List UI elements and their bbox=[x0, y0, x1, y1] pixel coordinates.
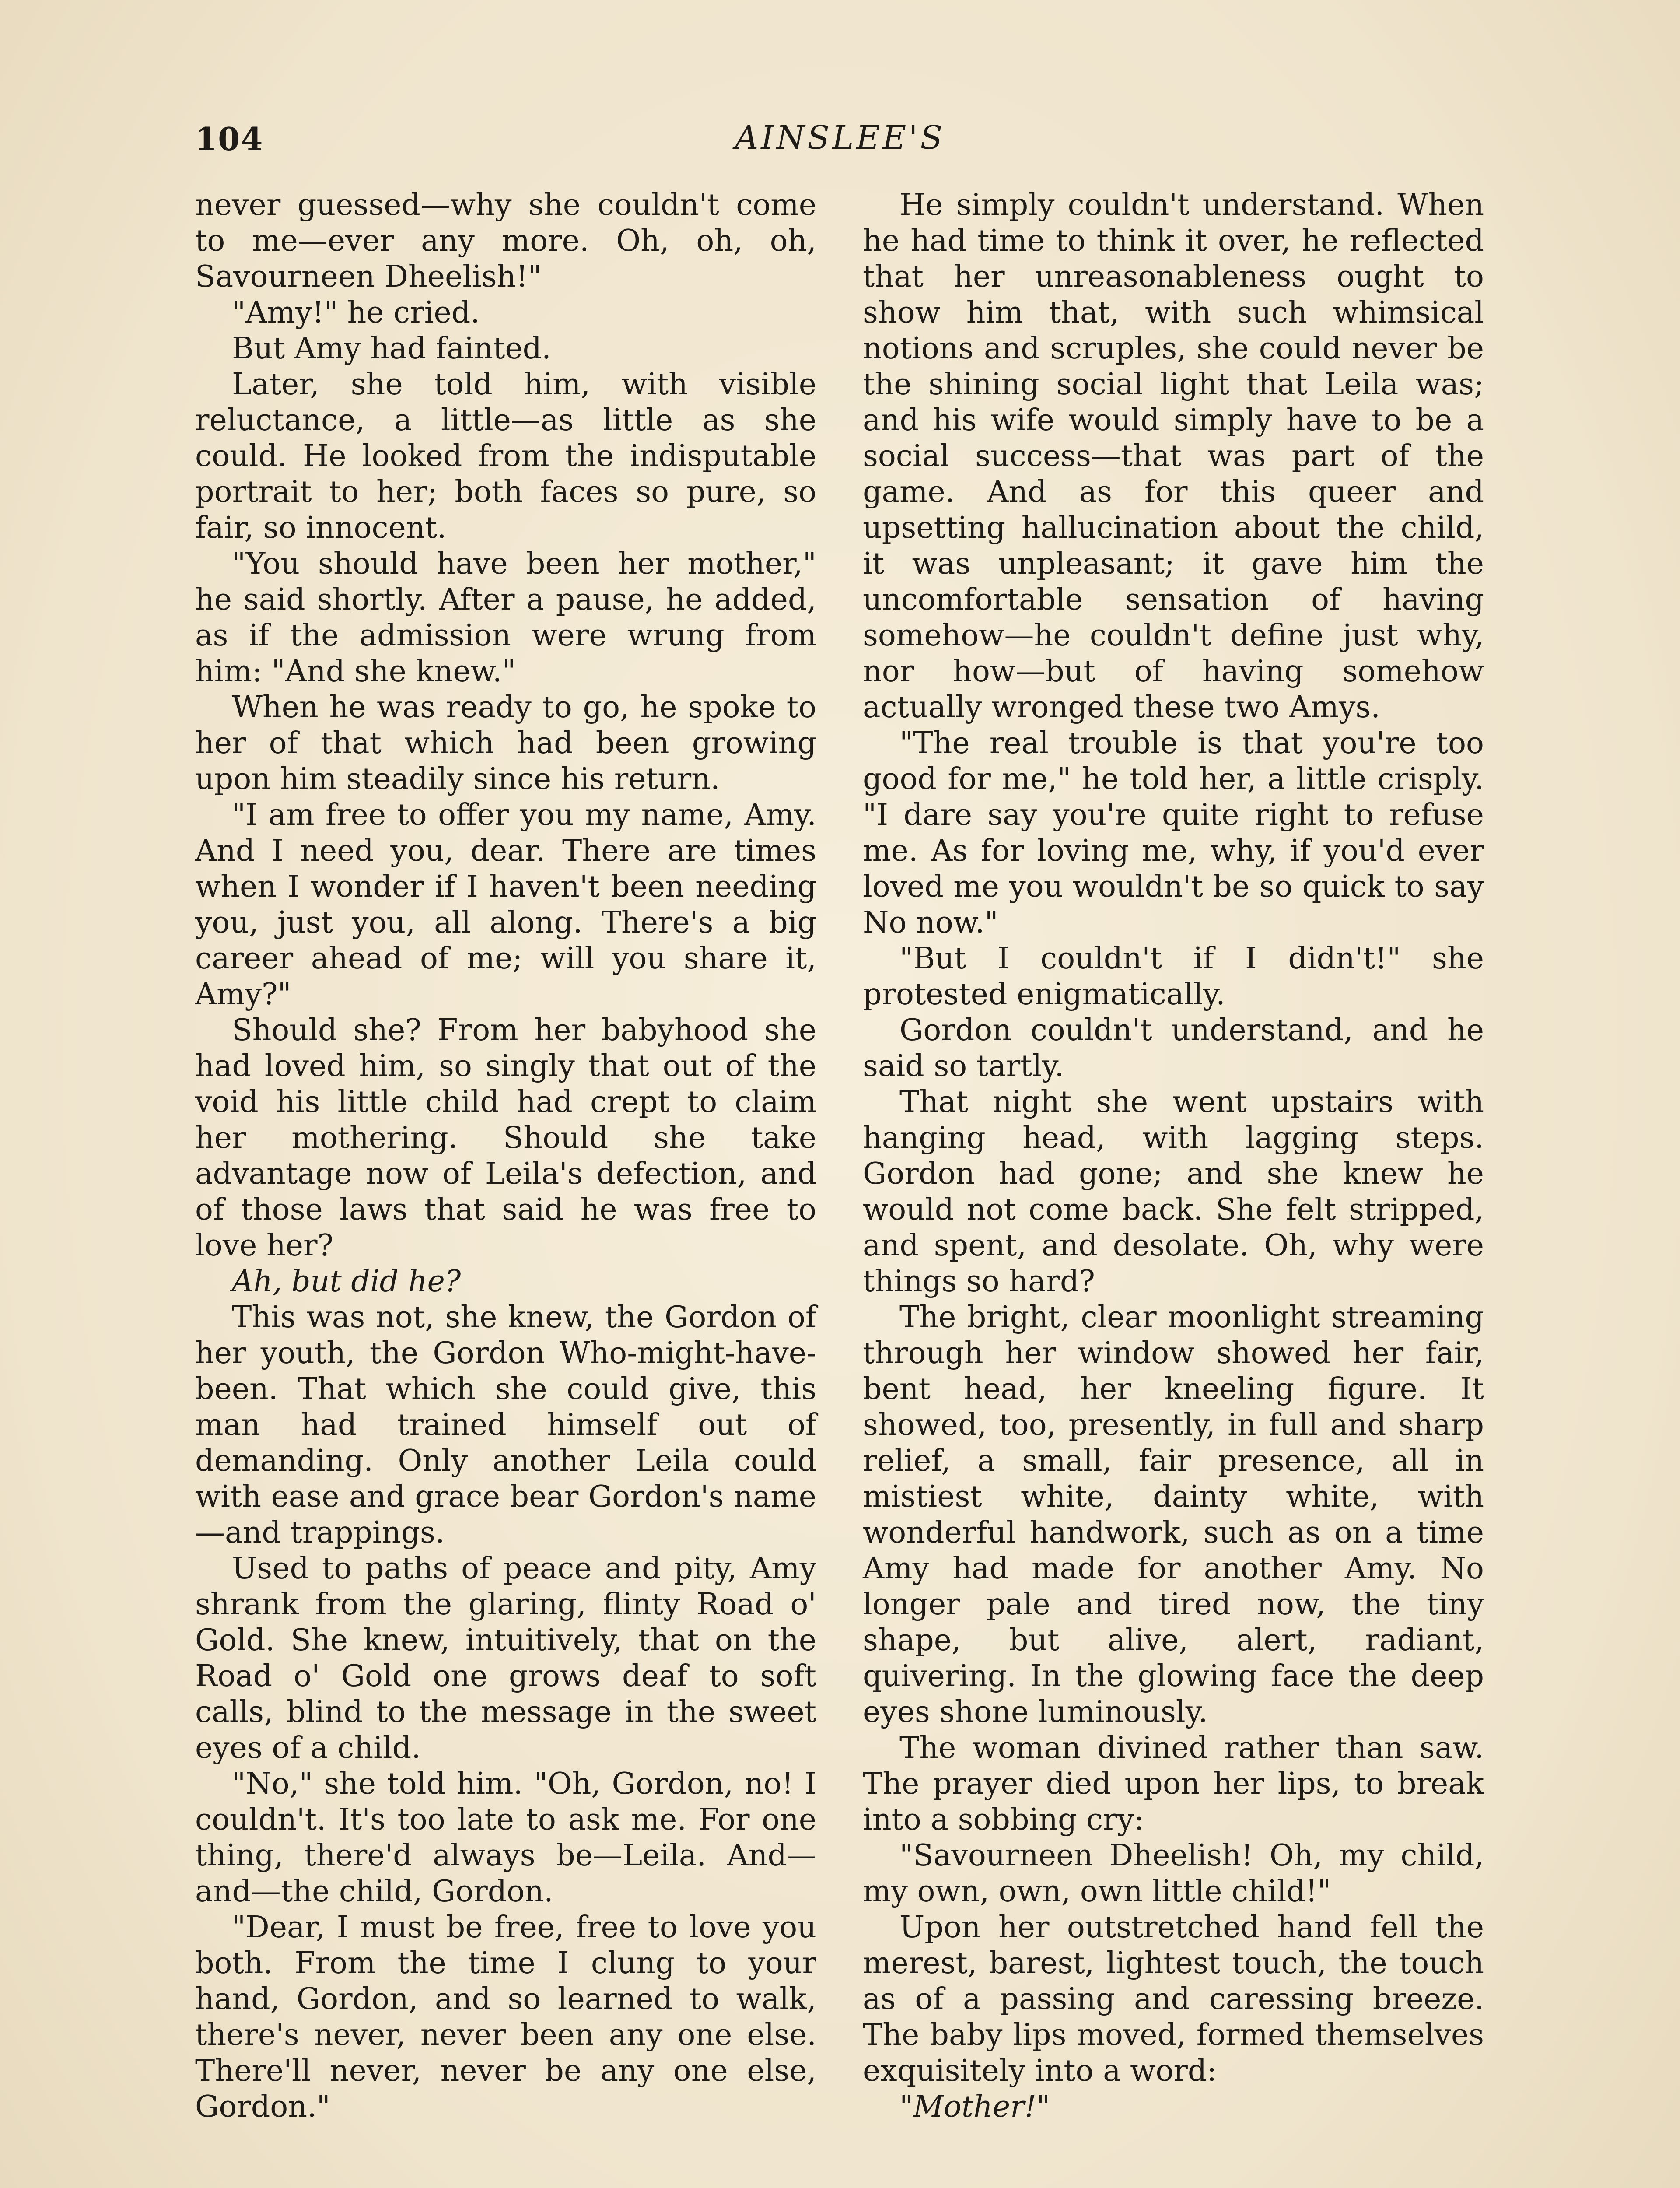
paragraph: Ah, but did he? bbox=[232, 1264, 461, 1299]
paragraph: "Mother!" bbox=[900, 2090, 1050, 2124]
paragraph: This was not, she knew, the Gordon of her youth, the Gordon Who-might-have-been. That which she could give, this man had trained himself out of demanding. Only another Leila could with ease and grace bear Gordon's name —and trappings. bbox=[195, 1300, 816, 1550]
paragraph: Upon her outstretched hand fell the merest, barest, lightest touch, the touch as of a passing and caressing breeze. The baby lips moved, formed themselves exquisitely into a word: bbox=[863, 1910, 1484, 2088]
paragraph: When he was ready to go, he spoke to her of that which had been growing upon him steadily since his return. bbox=[195, 690, 816, 796]
page-number: 104 bbox=[195, 120, 264, 158]
running-head: AINSLEE'S bbox=[735, 119, 945, 157]
paragraph: "But I couldn't if I didn't!" she protested enigmatically. bbox=[863, 941, 1484, 1012]
paragraph: "You should have been her mother," he said shortly. After a pause, he added, as if the admission were wrung from him: "And she knew." bbox=[195, 547, 816, 689]
right-column bbox=[863, 187, 1484, 2125]
paragraph: never guessed—why she couldn't come to me—ever any more. Oh, oh, oh, Savourneen Dheelish!" bbox=[195, 188, 816, 294]
paragraph: Gordon couldn't understand, and he said so tartly. bbox=[863, 1013, 1484, 1083]
left-column bbox=[195, 187, 816, 2125]
paragraph: The bright, clear moonlight streaming through her window showed her fair, bent head, her kneeling figure. It showed, too, presently, in full and sharp relief, a small, fair presence, all in mistiest white, dainty white, with wonderful handwork, such as on a time Amy had made for another Amy. No longer pale and tired now, the tiny shape, but alive, alert, radiant, quivering. In the glowing face the deep eyes shone luminously. bbox=[863, 1300, 1484, 1729]
paragraph: Later, she told him, with visible reluctance, a little—as little as she could. He looked from the indisputable portrait to her; both faces so pure, so fair, so innocent. bbox=[195, 367, 816, 545]
paragraph: That night she went upstairs with hanging head, with lagging steps. Gordon had gone; and she knew he would not come back. She felt stripped, and spent, and desolate. Oh, why were things so hard? bbox=[863, 1085, 1484, 1299]
paragraph: "Amy!" he cried. bbox=[232, 295, 480, 330]
paragraph: "I am free to offer you my name, Amy. And I need you, dear. There are times when I wonder if I haven't been needing you, just you, all along. There's a big career ahead of me; will you share it, Amy?" bbox=[195, 798, 816, 1012]
paragraph: "Dear, I must be free, free to love you both. From the time I clung to your hand, Gordon, and so learned to walk, there's never, never been any one else. There'll never, never be any one else, Gordon." bbox=[195, 1910, 816, 2124]
paragraph: Used to paths of peace and pity, Amy shrank from the glaring, flinty Road o' Gold. She knew, intuitively, that on the Road o' Gold one grows deaf to soft calls, blind to the message in the sweet eyes of a child. bbox=[195, 1551, 816, 1765]
paragraph: "Savourneen Dheelish! Oh, my child, my own, own, own little child!" bbox=[863, 1838, 1484, 1909]
paragraph: "The real trouble is that you're too good for me," he told her, a little crisply. "I dare say you're quite right to refuse me. As for loving me, why, if you'd ever loved me you wouldn't be so quick to say No now." bbox=[863, 726, 1484, 940]
paragraph: Should she? From her babyhood she had loved him, so singly that out of the void his little child had crept to claim her mothering. Should she take advantage now of Leila's defection, and of those laws that said he was free to love her? bbox=[195, 1013, 816, 1263]
paragraph: But Amy had fainted. bbox=[232, 331, 551, 366]
paragraph: "No," she told him. "Oh, Gordon, no! I couldn't. It's too late to ask me. For one thing, there'd always be—Leila. And—and—the child, Gordon. bbox=[195, 1767, 816, 1909]
paragraph: He simply couldn't understand. When he had time to think it over, he reflected that her unreasonableness ought to show him that, with such whimsical notions and scruples, she could never be the shining social light that Leila was; and his wife would simply have to be a social success—that was part of the game. And as for this queer and upsetting hallucination about the child, it was unpleasant; it gave him the uncomfortable sensation of having somehow—he couldn't define just why, nor how—but of having somehow actually wronged these two Amys. bbox=[863, 188, 1484, 725]
paragraph: The woman divined rather than saw. The prayer died upon her lips, to break into a sobbing cry: bbox=[863, 1731, 1484, 1837]
